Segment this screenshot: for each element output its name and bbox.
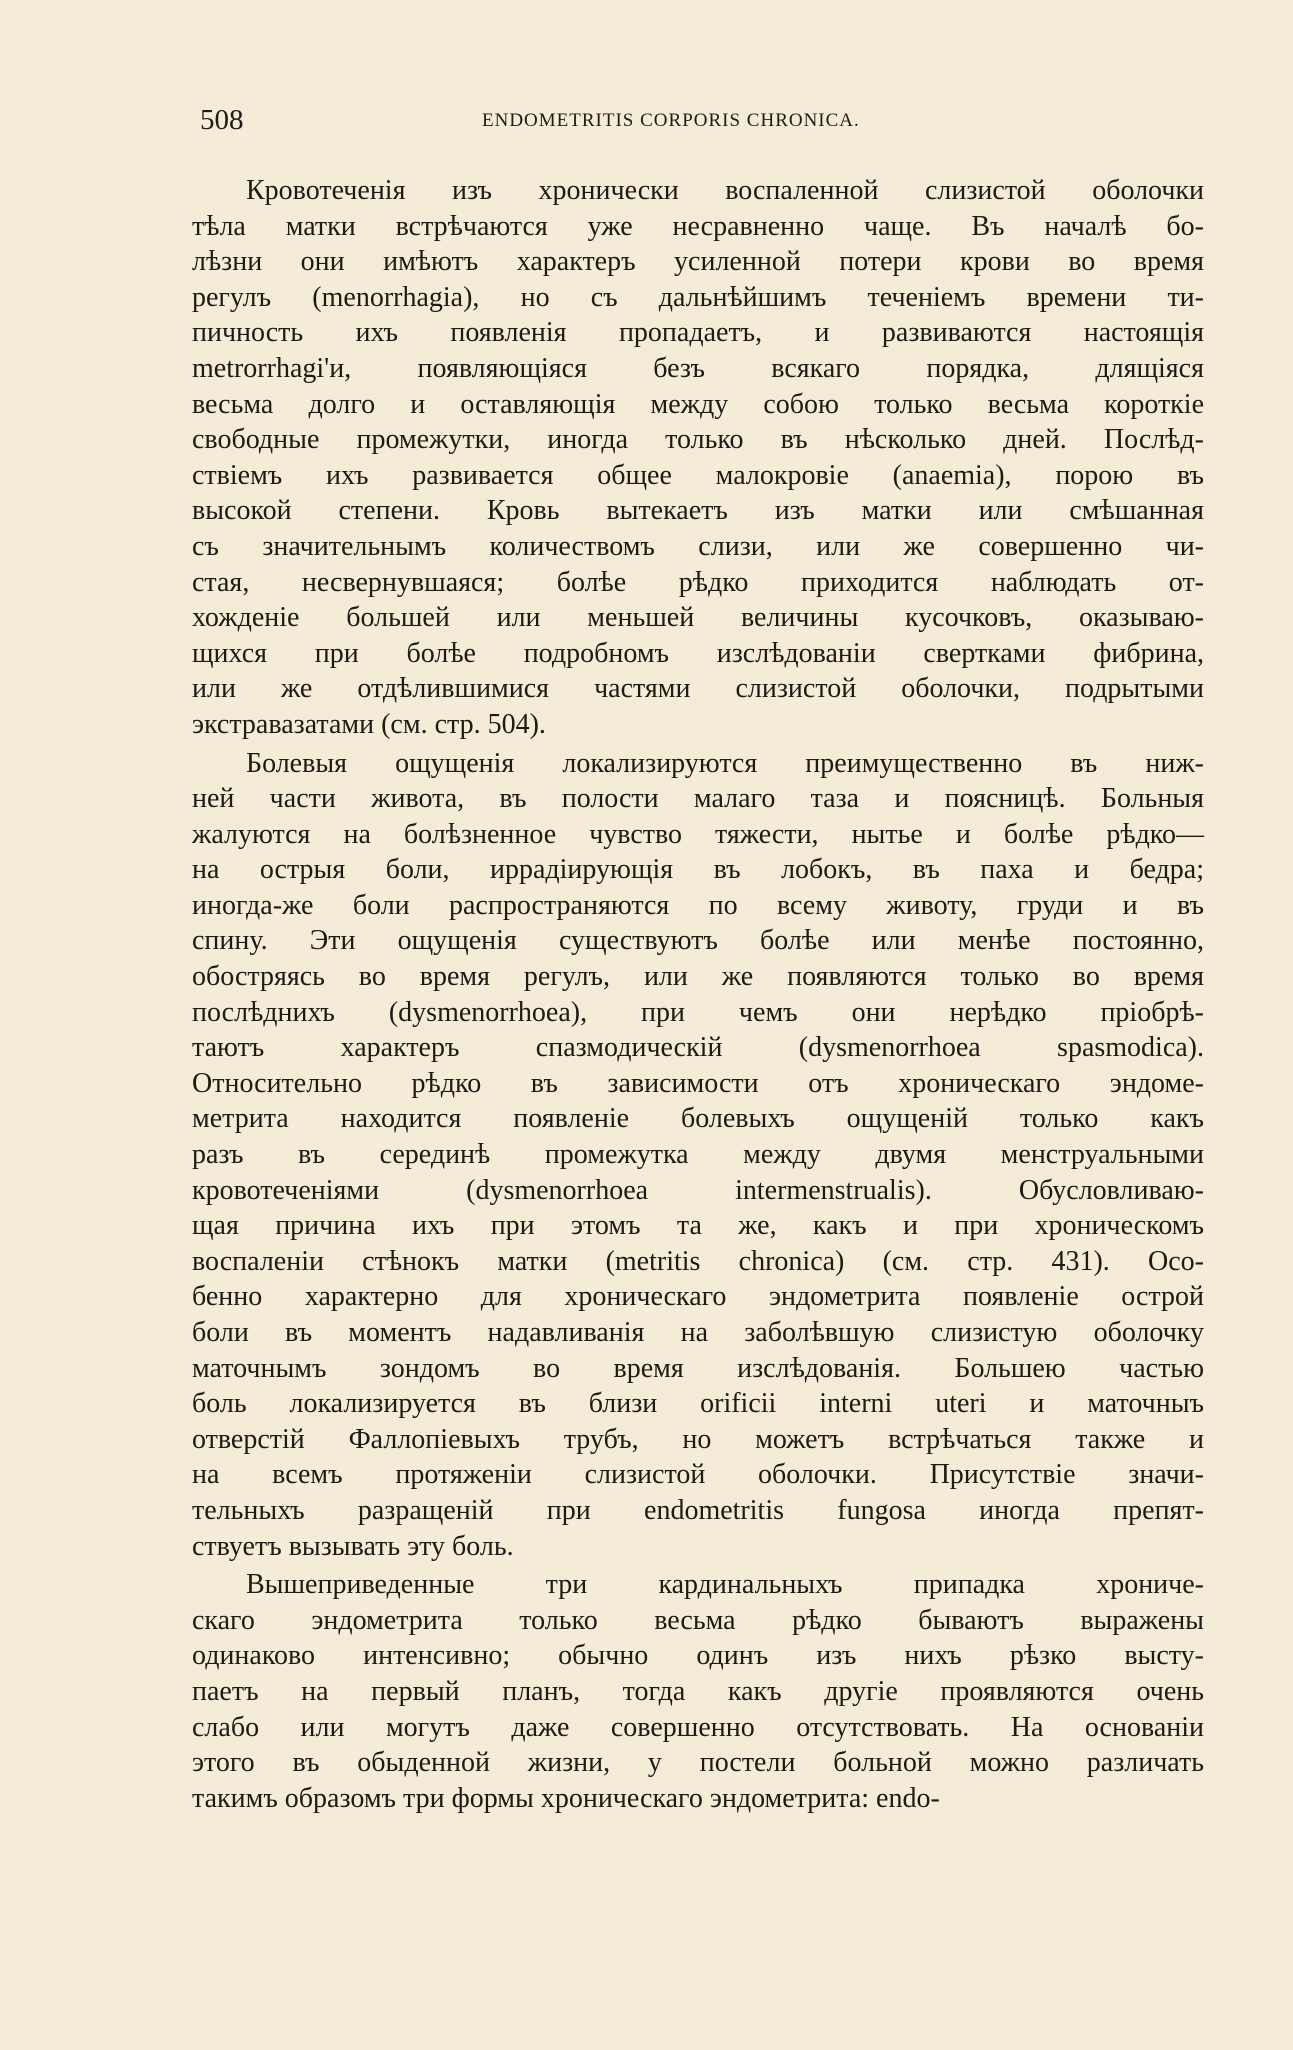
text-line: стая, несвернувшаяся; болѣе рѣдко приходится наблюдать от- [192, 566, 1204, 598]
text-line: паетъ на первый планъ, тогда какъ другіе проявляются очень [192, 1675, 1204, 1707]
text-line: слабо или могутъ даже совершенно отсутствовать. На основаніи [192, 1711, 1204, 1743]
text-line: боли въ моментъ надавливанія на заболѣвшую слизистую оболочку [192, 1317, 1204, 1348]
text-line: маточнымъ зондомъ во время изслѣдованія. Большею частью [192, 1352, 1204, 1384]
text-line: жалуются на болѣзненное чувство тяжести, нытье и болѣе рѣдко— [192, 818, 1204, 850]
text-line: скаго эндометрита только весьма рѣдко бываютъ выражены [192, 1604, 1204, 1636]
text-line: спину. Эти ощущенія существуютъ болѣе или менѣе постоянно, [192, 925, 1204, 957]
text-line: таютъ характеръ спазмодическій (dysmenorrhoea spasmodica). [192, 1032, 1204, 1064]
text-line: высокой степени. Кровь вытекаетъ изъ матки или смѣшанная [192, 495, 1204, 527]
text-line: щихся при болѣе подробномъ изслѣдованіи свертками фибрина, [192, 637, 1204, 669]
text-line: metrorrhagi'и, появляющіяся безъ всякаго порядка, длящіяся [192, 352, 1204, 384]
page-number: 508 [200, 104, 244, 136]
text-line: щая причина ихъ при этомъ та же, какъ и при хроническомъ [192, 1210, 1204, 1242]
text-line: свободные промежутки, иногда только въ нѣсколько дней. Послѣд- [192, 424, 1204, 456]
text-line: регулъ (menorrhagia), но съ дальнѣйшимъ теченіемъ времени ти- [192, 281, 1204, 313]
text-line: такимъ образомъ три формы хроническаго эндометрита: endo- [192, 1782, 940, 1814]
text-line: тельныхъ разращеній при endometritis fungosa иногда препят- [192, 1494, 1204, 1526]
text-line: на всемъ протяженіи слизистой оболочки. Присутствіе значи- [192, 1459, 1204, 1491]
text-line: кровотеченіями (dysmenorrhoea intermenstrualis). Обусловливаю- [192, 1174, 1204, 1206]
text-line: ствуетъ вызывать эту боль. [192, 1530, 514, 1562]
text-line: или же отдѣлившимися частями слизистой оболочки, подрытыми [192, 673, 1204, 705]
running-title: ENDOMETRITIS CORPORIS CHRONICA. [482, 110, 860, 131]
page-header [200, 104, 1200, 144]
text-line: Кровотеченія изъ хронически воспаленной слизистой оболочки [246, 175, 1204, 206]
text-line: бенно характерно для хроническаго эндометрита появленіе острой [192, 1281, 1204, 1313]
text-line: Вышеприведенные три кардинальныхъ припадка хрониче- [246, 1569, 1204, 1601]
text-line: пичность ихъ появленія пропадаетъ, и развиваются настоящія [192, 317, 1204, 349]
text-line: хожденіе большей или меньшей величины кусочковъ, оказываю- [192, 602, 1204, 634]
text-line: весьма долго и оставляющія между собою только весьма короткіе [192, 388, 1204, 420]
text-line: этого въ обыденной жизни, у постели больной можно различать [192, 1747, 1204, 1779]
paragraph [192, 746, 1204, 1565]
text-line: экстравазатами (см. стр. 504). [192, 708, 546, 740]
text-line: метрита находится появленіе болевыхъ ощущеній только какъ [192, 1103, 1204, 1135]
text-line: съ значительнымъ количествомъ слизи, или же совершенно чи- [192, 530, 1204, 562]
paragraph [192, 1567, 1204, 1816]
text-line: воспаленіи стѣнокъ матки (metritis chronica) (см. стр. 431). Осо- [192, 1245, 1204, 1277]
text-line: тѣла матки встрѣчаются уже несравненно чаще. Въ началѣ бо- [192, 210, 1204, 242]
text-line: иногда-же боли распространяются по всему животу, груди и въ [192, 889, 1204, 921]
text-line: отверстій Фаллопіевыхъ трубъ, но можетъ встрѣчаться также и [192, 1423, 1204, 1455]
text-line: Относительно рѣдко въ зависимости отъ хроническаго эндоме- [192, 1067, 1204, 1099]
text-line: одинаково интенсивно; обычно одинъ изъ нихъ рѣзко высту- [192, 1640, 1204, 1672]
text-line: ствіемъ ихъ развивается общее малокровіе (anaemia), порою въ [192, 459, 1204, 491]
text-line: разъ въ серединѣ промежутка между двумя менструальными [192, 1139, 1204, 1171]
paragraph [192, 173, 1204, 743]
text-line: лѣзни они имѣютъ характеръ усиленной потери крови во время [192, 246, 1204, 278]
body-text [192, 173, 1204, 1819]
text-line: боль локализируется въ близи orificii interni uteri и маточныъ [192, 1388, 1204, 1420]
text-line: послѣднихъ (dysmenorrhoea), при чемъ они нерѣдко пріобрѣ- [192, 996, 1204, 1028]
text-line: ней части живота, въ полости малаго таза и поясницѣ. Больныя [192, 783, 1204, 815]
text-line: обостряясь во время регулъ, или же появляются только во время [192, 961, 1204, 993]
text-line: Болевыя ощущенія локализируются преимущественно въ ниж- [246, 747, 1204, 779]
text-line: на острыя боли, иррадіирующія въ лобокъ, въ паха и бедра; [192, 854, 1204, 886]
